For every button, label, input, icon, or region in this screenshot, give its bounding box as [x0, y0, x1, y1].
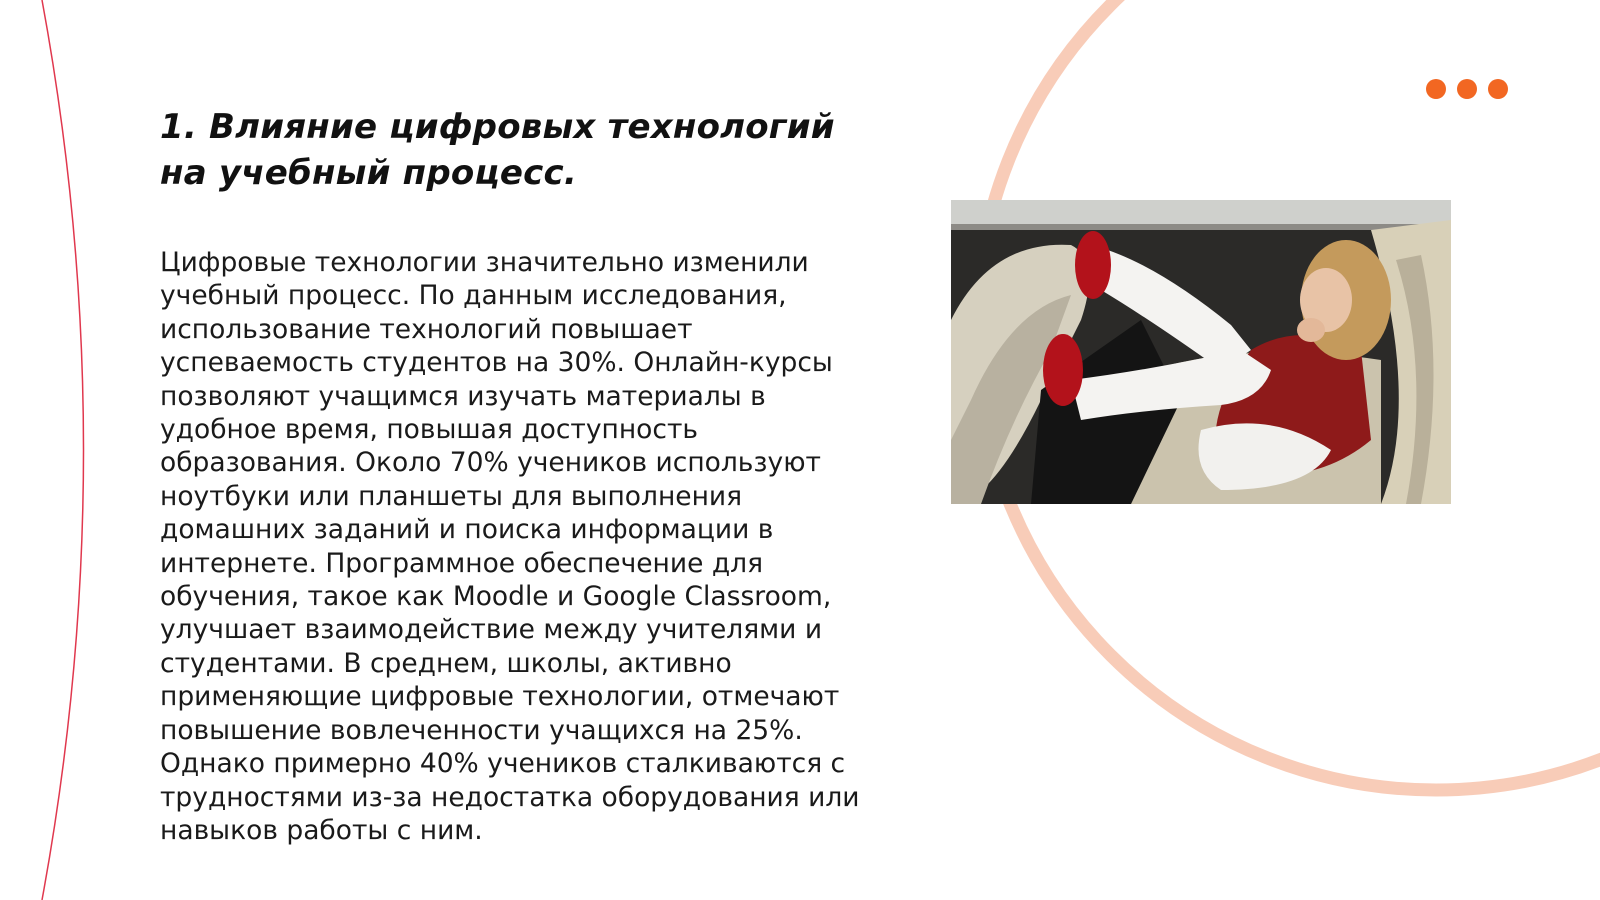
- more-dots-icon: [1426, 79, 1508, 99]
- slide-title-line-2: на учебный процесс.: [160, 153, 577, 193]
- slide-title: [160, 104, 880, 196]
- slide-body-text: Цифровые технологии значительно изменили учебный процесс. По данным исследования, использование технологий повышает успеваемость студентов на 30%. Онлайн-курсы позволяют учащимся изучать материалы в удобное время, повышая доступность образования. Около 70% учеников используют ноутбуки или планшеты для выполнения домашних заданий и поиска информации в интернете. Программное обеспечение для обучения, такое как Moodle и Google Classroom, улучшает взаимодействие между учителями и студентами. В среднем, школы, активно применяющие цифровые технологии, отмечают повышение вовлеченности учащихся на 25%. Однако примерно 40% учеников сталкиваются с трудностями из-за недостатка оборудования или навыков работы с ним.: [160, 247, 860, 846]
- girl-in-car-seat-photo: [951, 200, 1451, 504]
- photo-girl-hand: [1297, 318, 1325, 342]
- dot: [1426, 79, 1446, 99]
- photo-window: [951, 200, 1451, 228]
- photo-window-frame: [951, 224, 1451, 230]
- photo-red-shoe-1: [1075, 231, 1111, 299]
- dot: [1488, 79, 1508, 99]
- slide-title-line-1: 1. Влияние цифровых технологий: [160, 107, 835, 147]
- dot: [1457, 79, 1477, 99]
- photo-red-shoe-2: [1043, 334, 1083, 406]
- decorative-left-curve: [42, 0, 84, 900]
